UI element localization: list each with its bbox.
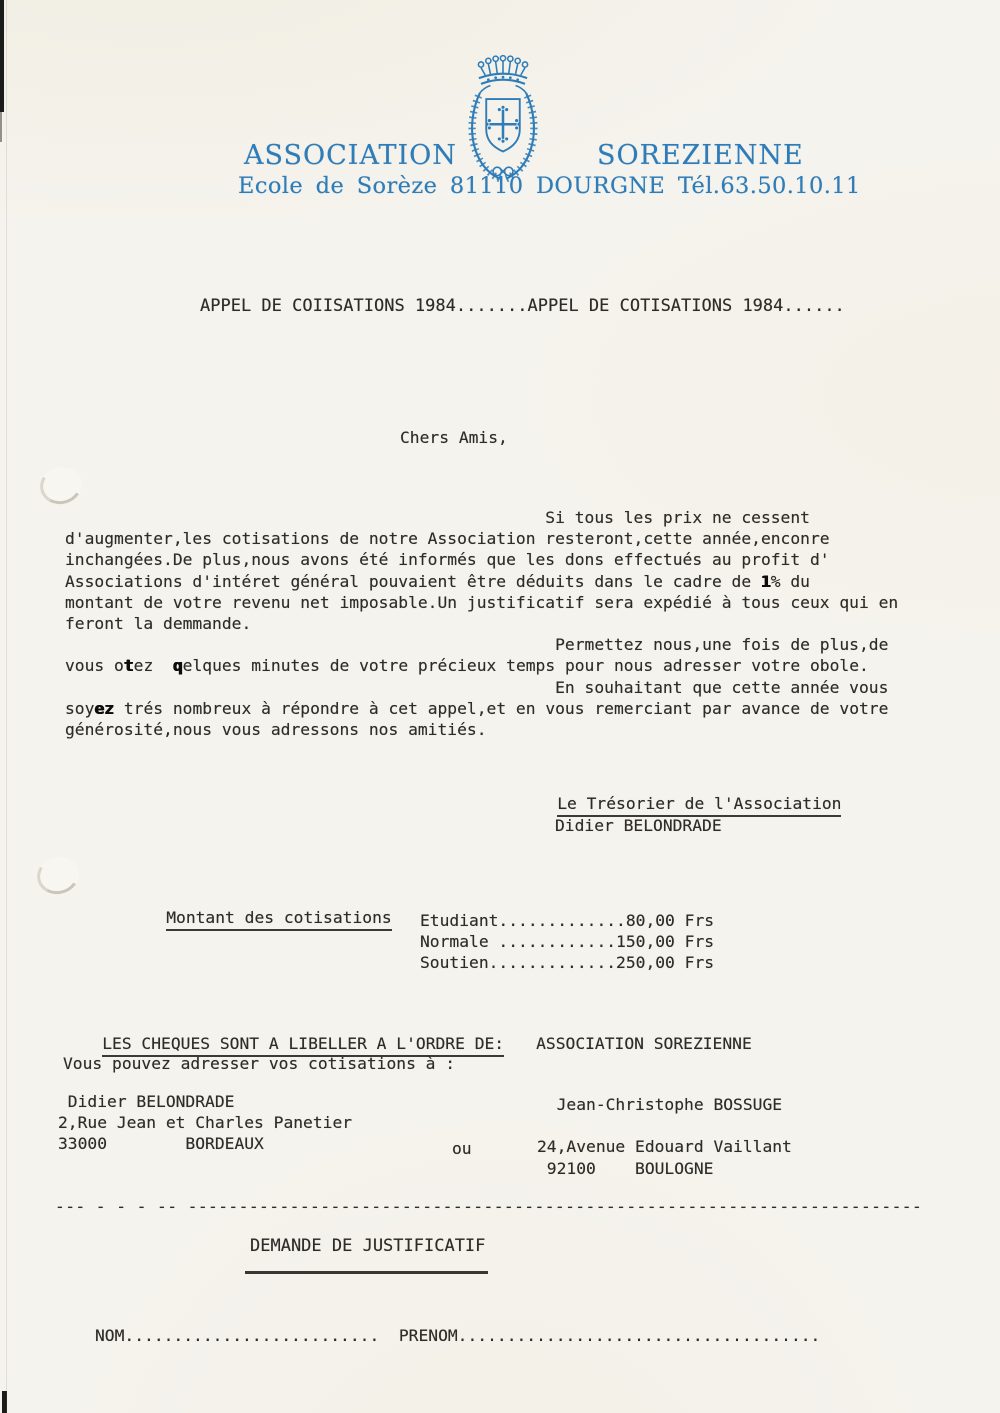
org-name-left: ASSOCIATION [244,140,457,171]
text-run: % du [770,571,810,591]
letter-body-line [65,613,898,634]
org-address-line: Ecole de Sorèze 81110 DOURGNE Tél.63.50.10.11 [238,173,861,199]
letter-body-line [65,507,898,528]
address-line: 2,Rue Jean et Charles Panetier [58,1113,353,1133]
text-run: générosité,nous vous adressons nos amitiés. [65,720,487,740]
letter-body-line [65,571,898,592]
dues-heading: Montant des cotisations [166,908,391,931]
text-run: Si tous les prix ne cessent [65,508,810,527]
tear-off-heading-underline [245,1271,488,1274]
letter-body-line [65,549,898,570]
tear-off-heading: DEMANDE DE JUSTIFICATIF [250,1236,486,1256]
cheque-payee: ASSOCIATION SOREZIENNE [536,1034,752,1054]
subject-line: APPEL DE COIISATIONS 1984.......APPEL DE COTISATIONS 1984...... [200,296,845,316]
scan-edge-mark [0,112,2,142]
text-run: vous o [65,656,124,676]
address-line [537,1115,792,1136]
address-block-right [537,1094,792,1179]
dues-heading-wrap [127,886,392,950]
text-run: Associations d'intéret général pouvaient être déduits dans le cadre de [65,571,761,591]
letter-body-line [65,719,898,740]
letter-body-line [65,528,898,549]
tear-off-dashed-separator: --- - - - -- ------------------------------------------------------------------------ [55,1197,923,1216]
letter-body-line [65,698,898,719]
scan-edge-mark [0,0,4,112]
salutation: Chers Amis, [400,428,508,447]
overstruck-text: q [172,656,183,676]
overstruck-text: 1 [760,571,771,591]
text-run: trés nombreux à répondre à cet appel,et en vous remerciant par avance de votre [114,698,889,718]
hole-punch-mark [33,852,83,898]
cheque-instruction: LES CHEQUES SONT A LIBELLER A L'ORDRE DE: [102,1034,504,1057]
paper-edge-line [6,0,7,1413]
dues-item: Normale ............150,00 Frs [420,932,715,952]
dues-item: Etudiant.............80,00 Frs [420,911,715,930]
text-run: elques minutes de votre précieux temps pour nous adresser votre obole. [182,656,869,676]
letter-body [65,507,898,740]
signature-title: Le Trésorier de l'Association [557,794,841,817]
hole-punch-mark [36,462,86,508]
text-run: inchangées.De plus,nous avons été informés que les dons effectués au profit d' [65,550,830,570]
text-run: Permettez nous,une fois de plus,de [65,635,889,655]
send-intro: Vous pouvez adresser vos cotisations à : [63,1054,456,1073]
text-run: feront la demmande. [65,614,252,634]
org-name-right: SOREZIENNE [597,140,804,171]
nom-prenom-fields-line: NOM.......................... PRENOM..................................... [95,1326,821,1345]
text-run: d'augmenter,les cotisations de notre Association resteront,cette année,enconre [65,529,830,549]
text-run: soy [65,698,95,718]
address-line: 24,Avenue Edouard Vaillant [537,1137,792,1157]
letter-body-line [65,677,898,698]
address-block-left [58,1091,352,1155]
dues-item: Soutien.............250,00 Frs [420,953,715,973]
address-line: 33000 BORDEAUX [58,1134,264,1154]
overstruck-text: t [123,656,134,676]
letter-body-line [65,655,898,676]
dues-list [420,910,714,974]
address-conjunction: ou [452,1139,472,1158]
text-run: En souhaitant que cette année vous [65,677,889,697]
address-line: 92100 BOULOGNE [537,1158,714,1178]
overstruck-text: ez [94,698,115,718]
crest-logo-icon [450,53,556,185]
address-line: Jean-Christophe BOSSUGE [537,1095,783,1114]
letter-body-line [65,634,898,655]
text-run: ez [133,656,173,676]
text-run: montant de votre revenu net imposable.Un justificatif sera expédié à tous ceux qui en [65,592,899,612]
address-line: Didier BELONDRADE [58,1092,235,1111]
signature-name: Didier BELONDRADE [555,816,722,835]
letter-body-line [65,592,898,613]
